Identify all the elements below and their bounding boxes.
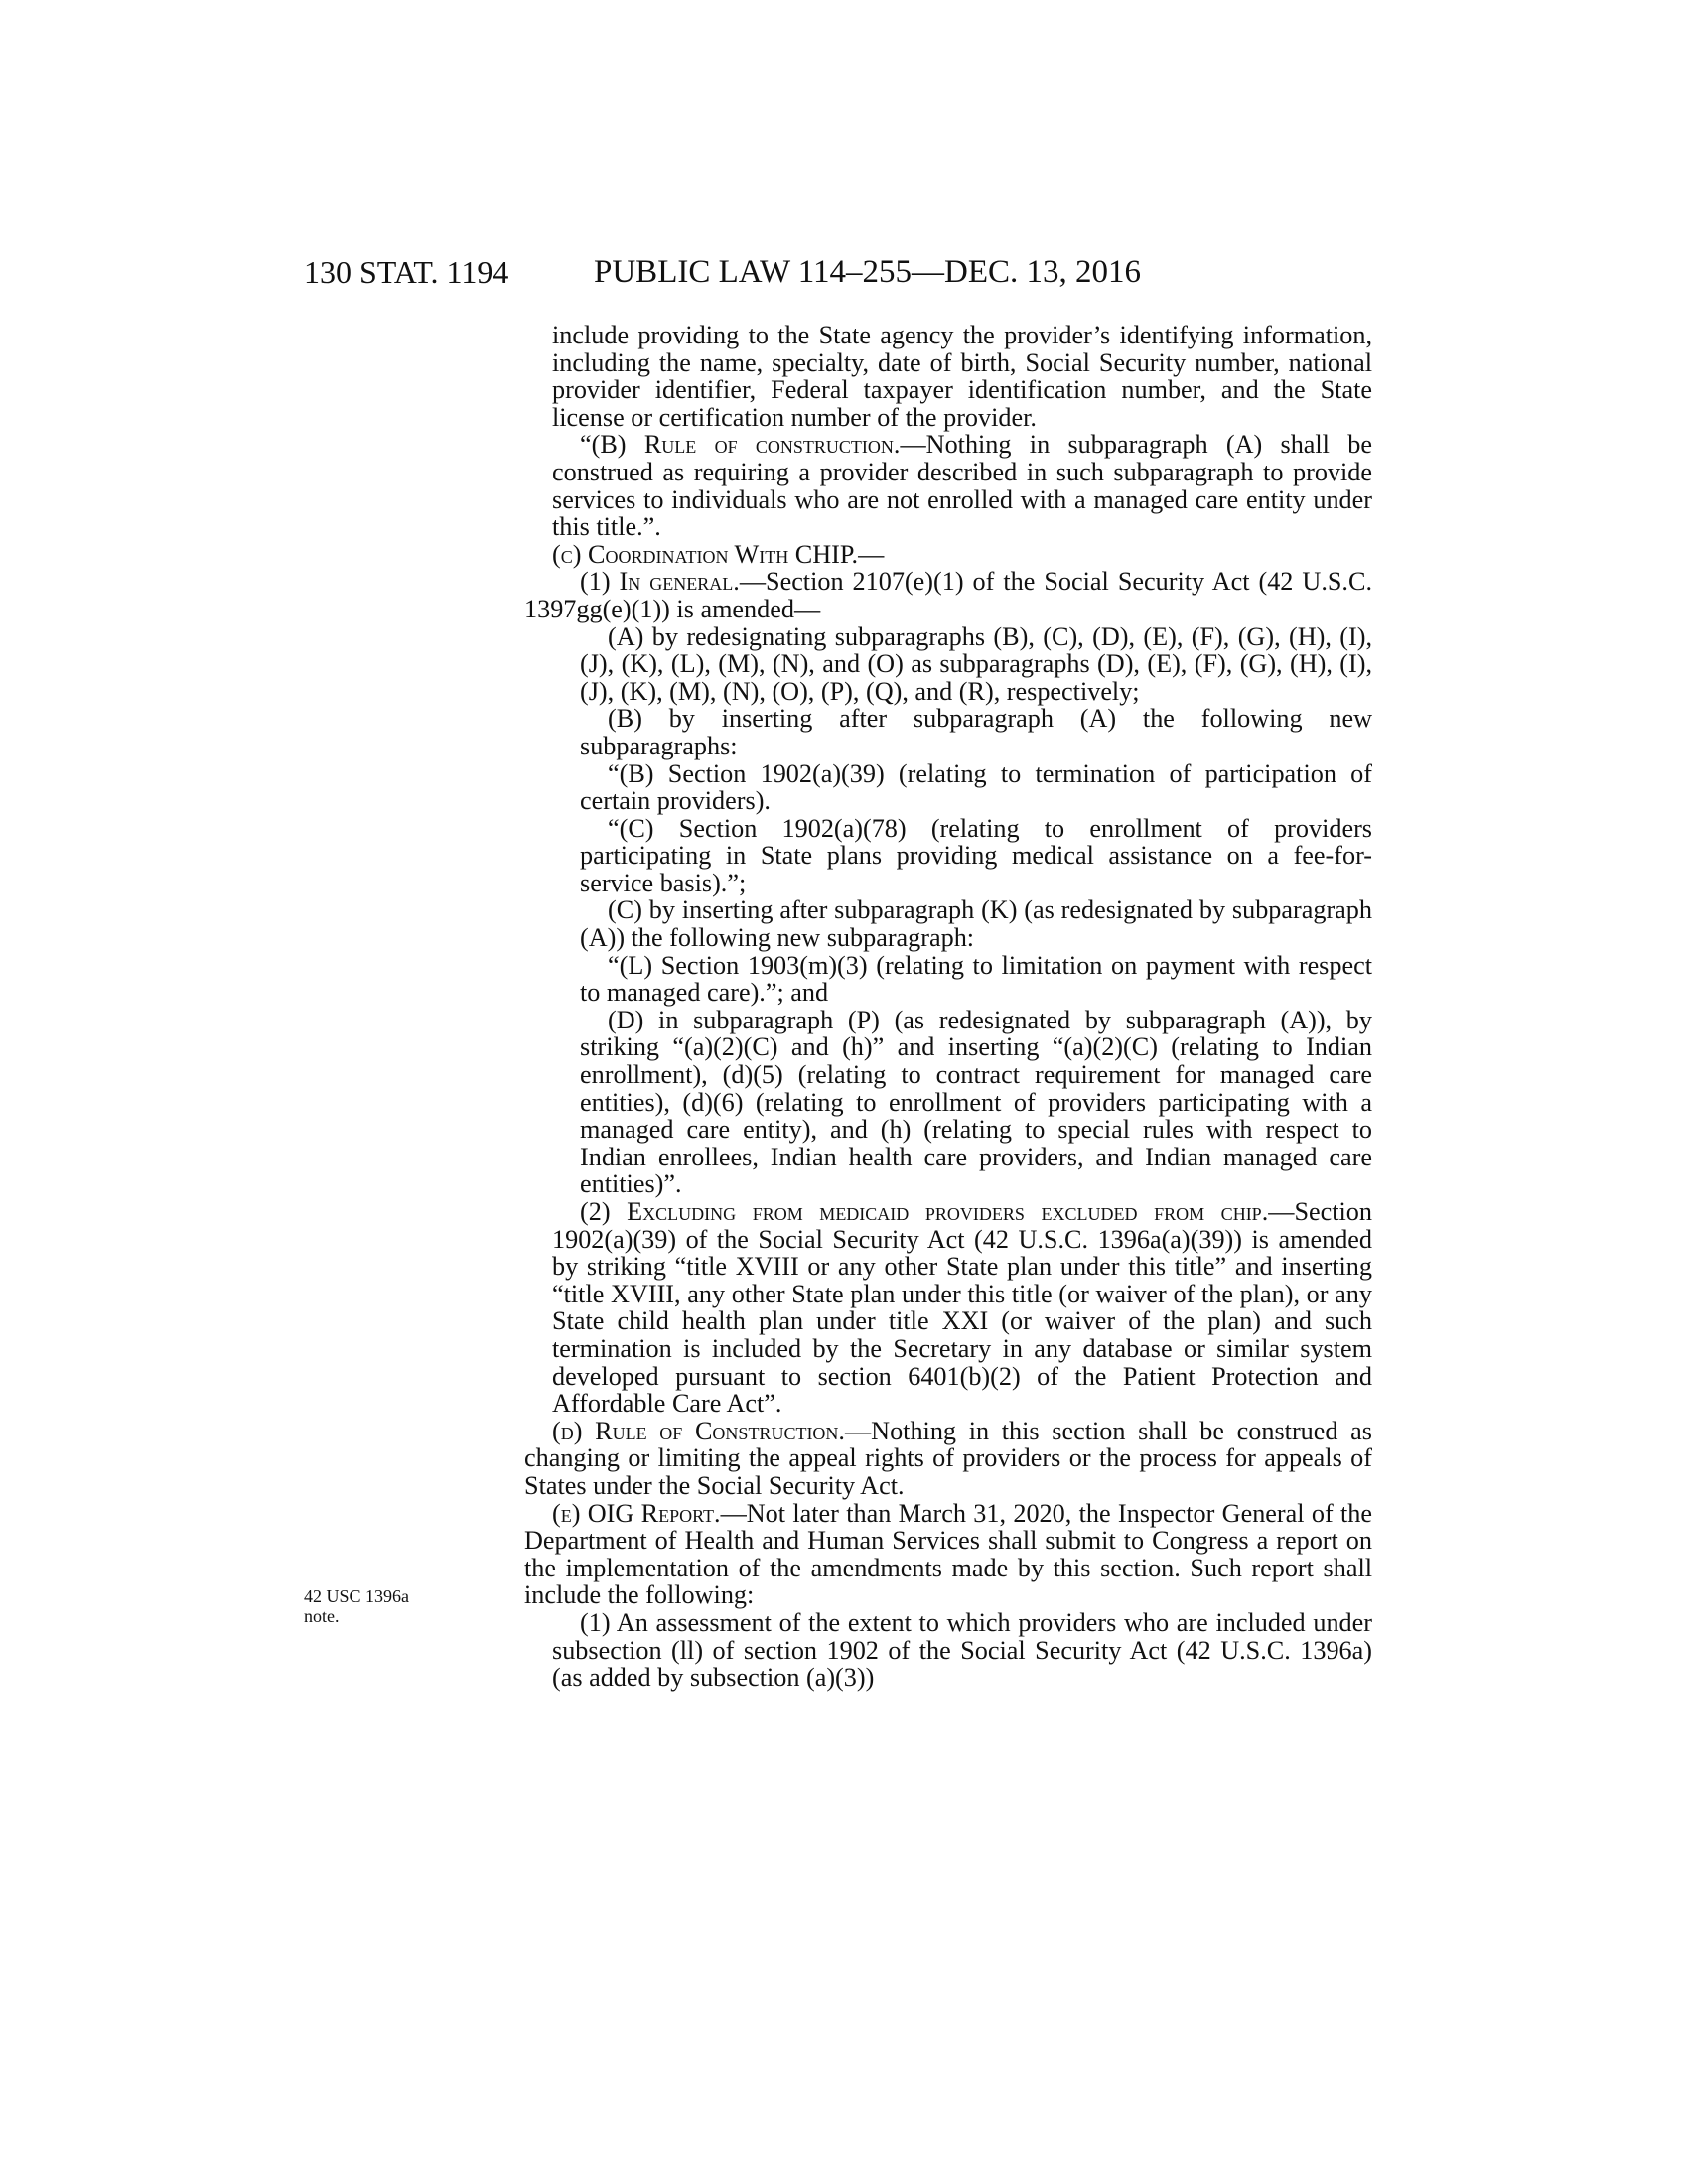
subsection-text: — xyxy=(858,539,885,569)
subsection-text: —Nothing in this section shall be construed as changing or limiting the appeal rights of providers or the process for appeals of States under the Social Security Act. xyxy=(524,1416,1372,1500)
subsection-heading: (e) OIG Report. xyxy=(552,1498,721,1528)
statute-text xyxy=(524,321,1373,1693)
margin-note xyxy=(304,1586,409,1626)
inserted-subparagraph-l: “(L) Section 1903(m)(3) (relating to limitation on payment with respect to managed care).”; and xyxy=(580,950,1372,1008)
subsection-heading: (c) Coordination With CHIP. xyxy=(552,539,859,569)
paragraph-e1: (1) An assessment of the extent to which providers who are included under subsection (ll) of section 1902 of the Social Security Act (42 U.S.C. 1396a) (as added by subsection (a)(3)) xyxy=(552,1607,1372,1693)
paragraph-text: —Section 2107(e)(1) of the Social Security Act (42 U.S.C. 1397gg(e)(1)) is amended— xyxy=(524,567,1372,623)
margin-note-line: note. xyxy=(304,1606,340,1626)
running-header: PUBLIC LAW 114–255—DEC. 13, 2016 xyxy=(594,254,1142,290)
paragraph-heading: (1) In general. xyxy=(580,567,740,597)
subsection-e xyxy=(524,1500,1372,1609)
paragraph-rule-of-construction-b xyxy=(552,431,1372,540)
subsection-text: —Not later than March 31, 2020, the Inspector General of the Department of Health and Human Services shall submit to Congress a report on the implementation of the amendments made by this section. Such report shall include the following: xyxy=(524,1498,1373,1610)
subparagraph-c-c: (C) by inserting after subparagraph (K) (as redesignated by subparagraph (A)) the following new subparagraph: xyxy=(580,895,1372,953)
subparagraph-c-b: (B) by inserting after subparagraph (A) the following new subparagraphs: xyxy=(580,704,1372,760)
margin-note-line: 42 USC 1396a xyxy=(304,1586,410,1606)
subsection-c xyxy=(524,541,1372,569)
paragraph-heading: (2) Excluding from medicaid providers excluded from chip. xyxy=(580,1197,1269,1226)
subparagraph-c-a: (A) by redesignating subparagraphs (B), (C), (D), (E), (F), (G), (H), (I), (J), (K), (L), (M), (N), and (O) as subparagraphs (D), (E), (F), (G), (H), (I), (J), (K), (M), (N), (O), (P), (Q), and (R), respectively; xyxy=(580,621,1372,706)
subsection-d xyxy=(524,1418,1372,1500)
inserted-subparagraph-c: “(C) Section 1902(a)(78) (relating to enrollment of providers participating in State plans providing medical assistance on a fee-for-service basis).”; xyxy=(580,813,1372,897)
inserted-subparagraph-b: “(B) Section 1902(a)(39) (relating to termination of participation of certain providers). xyxy=(580,758,1372,816)
paragraph-c1 xyxy=(524,568,1372,622)
subsection-heading: (d) Rule of Construction. xyxy=(552,1416,845,1445)
paragraph-continuation: include providing to the State agency the provider’s identifying information, including the name, specialty, date of birth, Social Security number, national provider identifier, Federal taxpayer identification number, and the State license or certification number of the provider. xyxy=(552,321,1372,432)
subparagraph-c-d: (D) in subparagraph (P) (as redesignated by subparagraph (A)), by striking “(a)(2)(C) and (h)” and inserting “(a)(2)(C) (relating to Indian enrollment), (d)(5) (relating to contract requirement for managed care entities), (d)(6) (relating to enrollment of providers participating with a managed care entity), and (h) (relating to special rules with respect to Indian enrollees, Indian health care providers, and Indian managed care entities)”. xyxy=(580,1005,1372,1199)
paragraph-text: —Nothing in subparagraph (A) shall be construed as requiring a provider described in such subparagraph to provide services to individuals who are not enrolled with a managed care entity under this title.”. xyxy=(552,430,1372,542)
paragraph-c2 xyxy=(552,1198,1372,1418)
stat-page-number: 130 STAT. 1194 xyxy=(304,254,509,290)
paragraph-heading: “(B) Rule of construction. xyxy=(580,430,901,460)
paragraph-text: —Section 1902(a)(39) of the Social Security Act (42 U.S.C. 1396a(a)(39)) is amended by striking “title XVIII or any other State plan under this title” and inserting “title XVIII, any other State plan under this title (or waiver of the plan), or any State child health plan under title XXI (or waiver of the plan) and such termination is included by the Secretary in any database or similar system developed pursuant to section 6401(b)(2) of the Patient Protection and Affordable Care Act”. xyxy=(552,1197,1372,1419)
